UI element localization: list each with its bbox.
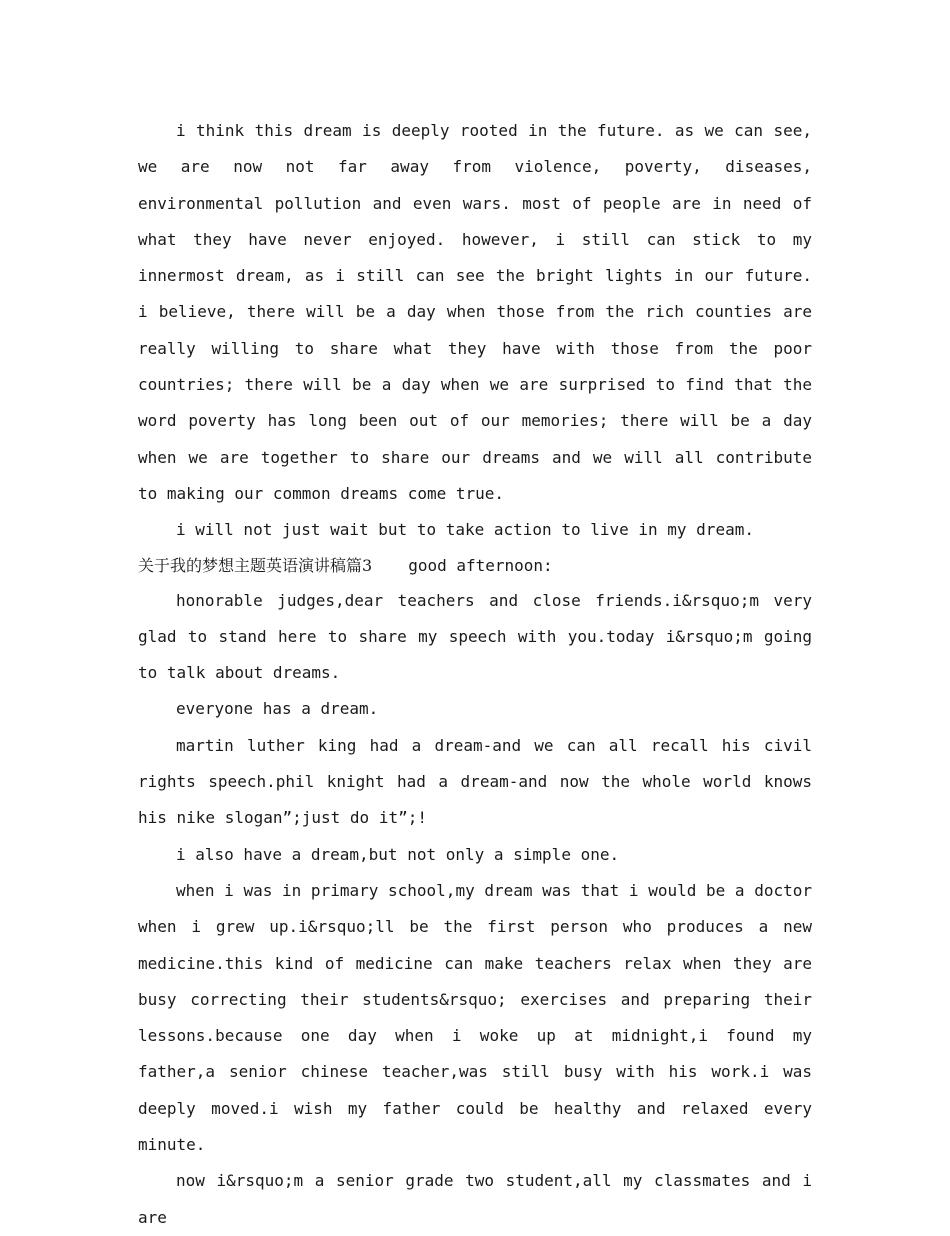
- paragraph-martin-luther-king: martin luther king had a dream-and we can all recall his civil rights speech.phil knight had a dream-and now the whole world knows his nike slogan”;just do it”;!: [138, 735, 812, 828]
- section-heading-line: [138, 549, 812, 583]
- greeting: good afternoon:: [408, 555, 553, 575]
- paragraph-simple-one: i also have a dream,but not only a simple one.: [176, 844, 620, 864]
- paragraph-primary-school: when i was in primary school,my dream was that i would be a doctor when i grew up.i&rsquo;ll be the first person who produces a new medicine.this kind of medicine can make teachers relax when they are busy correcting their students&rsquo; exercises and preparing their lessons.because one day when i woke up at midnight,i found my father,a senior chinese teacher,was still busy with his work.i was deeply moved.i wish my father could be healthy and relaxed every minute.: [138, 880, 812, 1155]
- paragraph-honorable-judges: honorable judges,dear teachers and close friends.i&rsquo;m very glad to stand here to share my speech with you.today i&rsquo;m going to talk about dreams.: [138, 590, 812, 683]
- section-heading: 关于我的梦想主题英语演讲稿篇3: [138, 555, 373, 575]
- paragraph-senior-grade: now i&rsquo;m a senior grade two student,all my classmates and i are: [138, 1171, 812, 1227]
- document-body: [138, 113, 812, 1236]
- paragraph-take-action: i will not just wait but to take action to live in my dream.: [176, 520, 754, 540]
- paragraph-everyone-dream: everyone has a dream.: [176, 699, 379, 719]
- paragraph-future-dream: i think this dream is deeply rooted in the future. as we can see, we are now not far away from violence, poverty, diseases, environmental pollution and even wars. most of people are in need of what they have never enjoyed. however, i still can stick to my innermost dream, as i still can see the bright lights in our future. i believe, there will be a day when those from the rich counties are really willing to share what they have with those from the poor countries; there will be a day when we are surprised to find that the word poverty has long been out of our memories; there will be a day when we are together to share our dreams and we will all contribute to making our common dreams come true.: [138, 121, 812, 503]
